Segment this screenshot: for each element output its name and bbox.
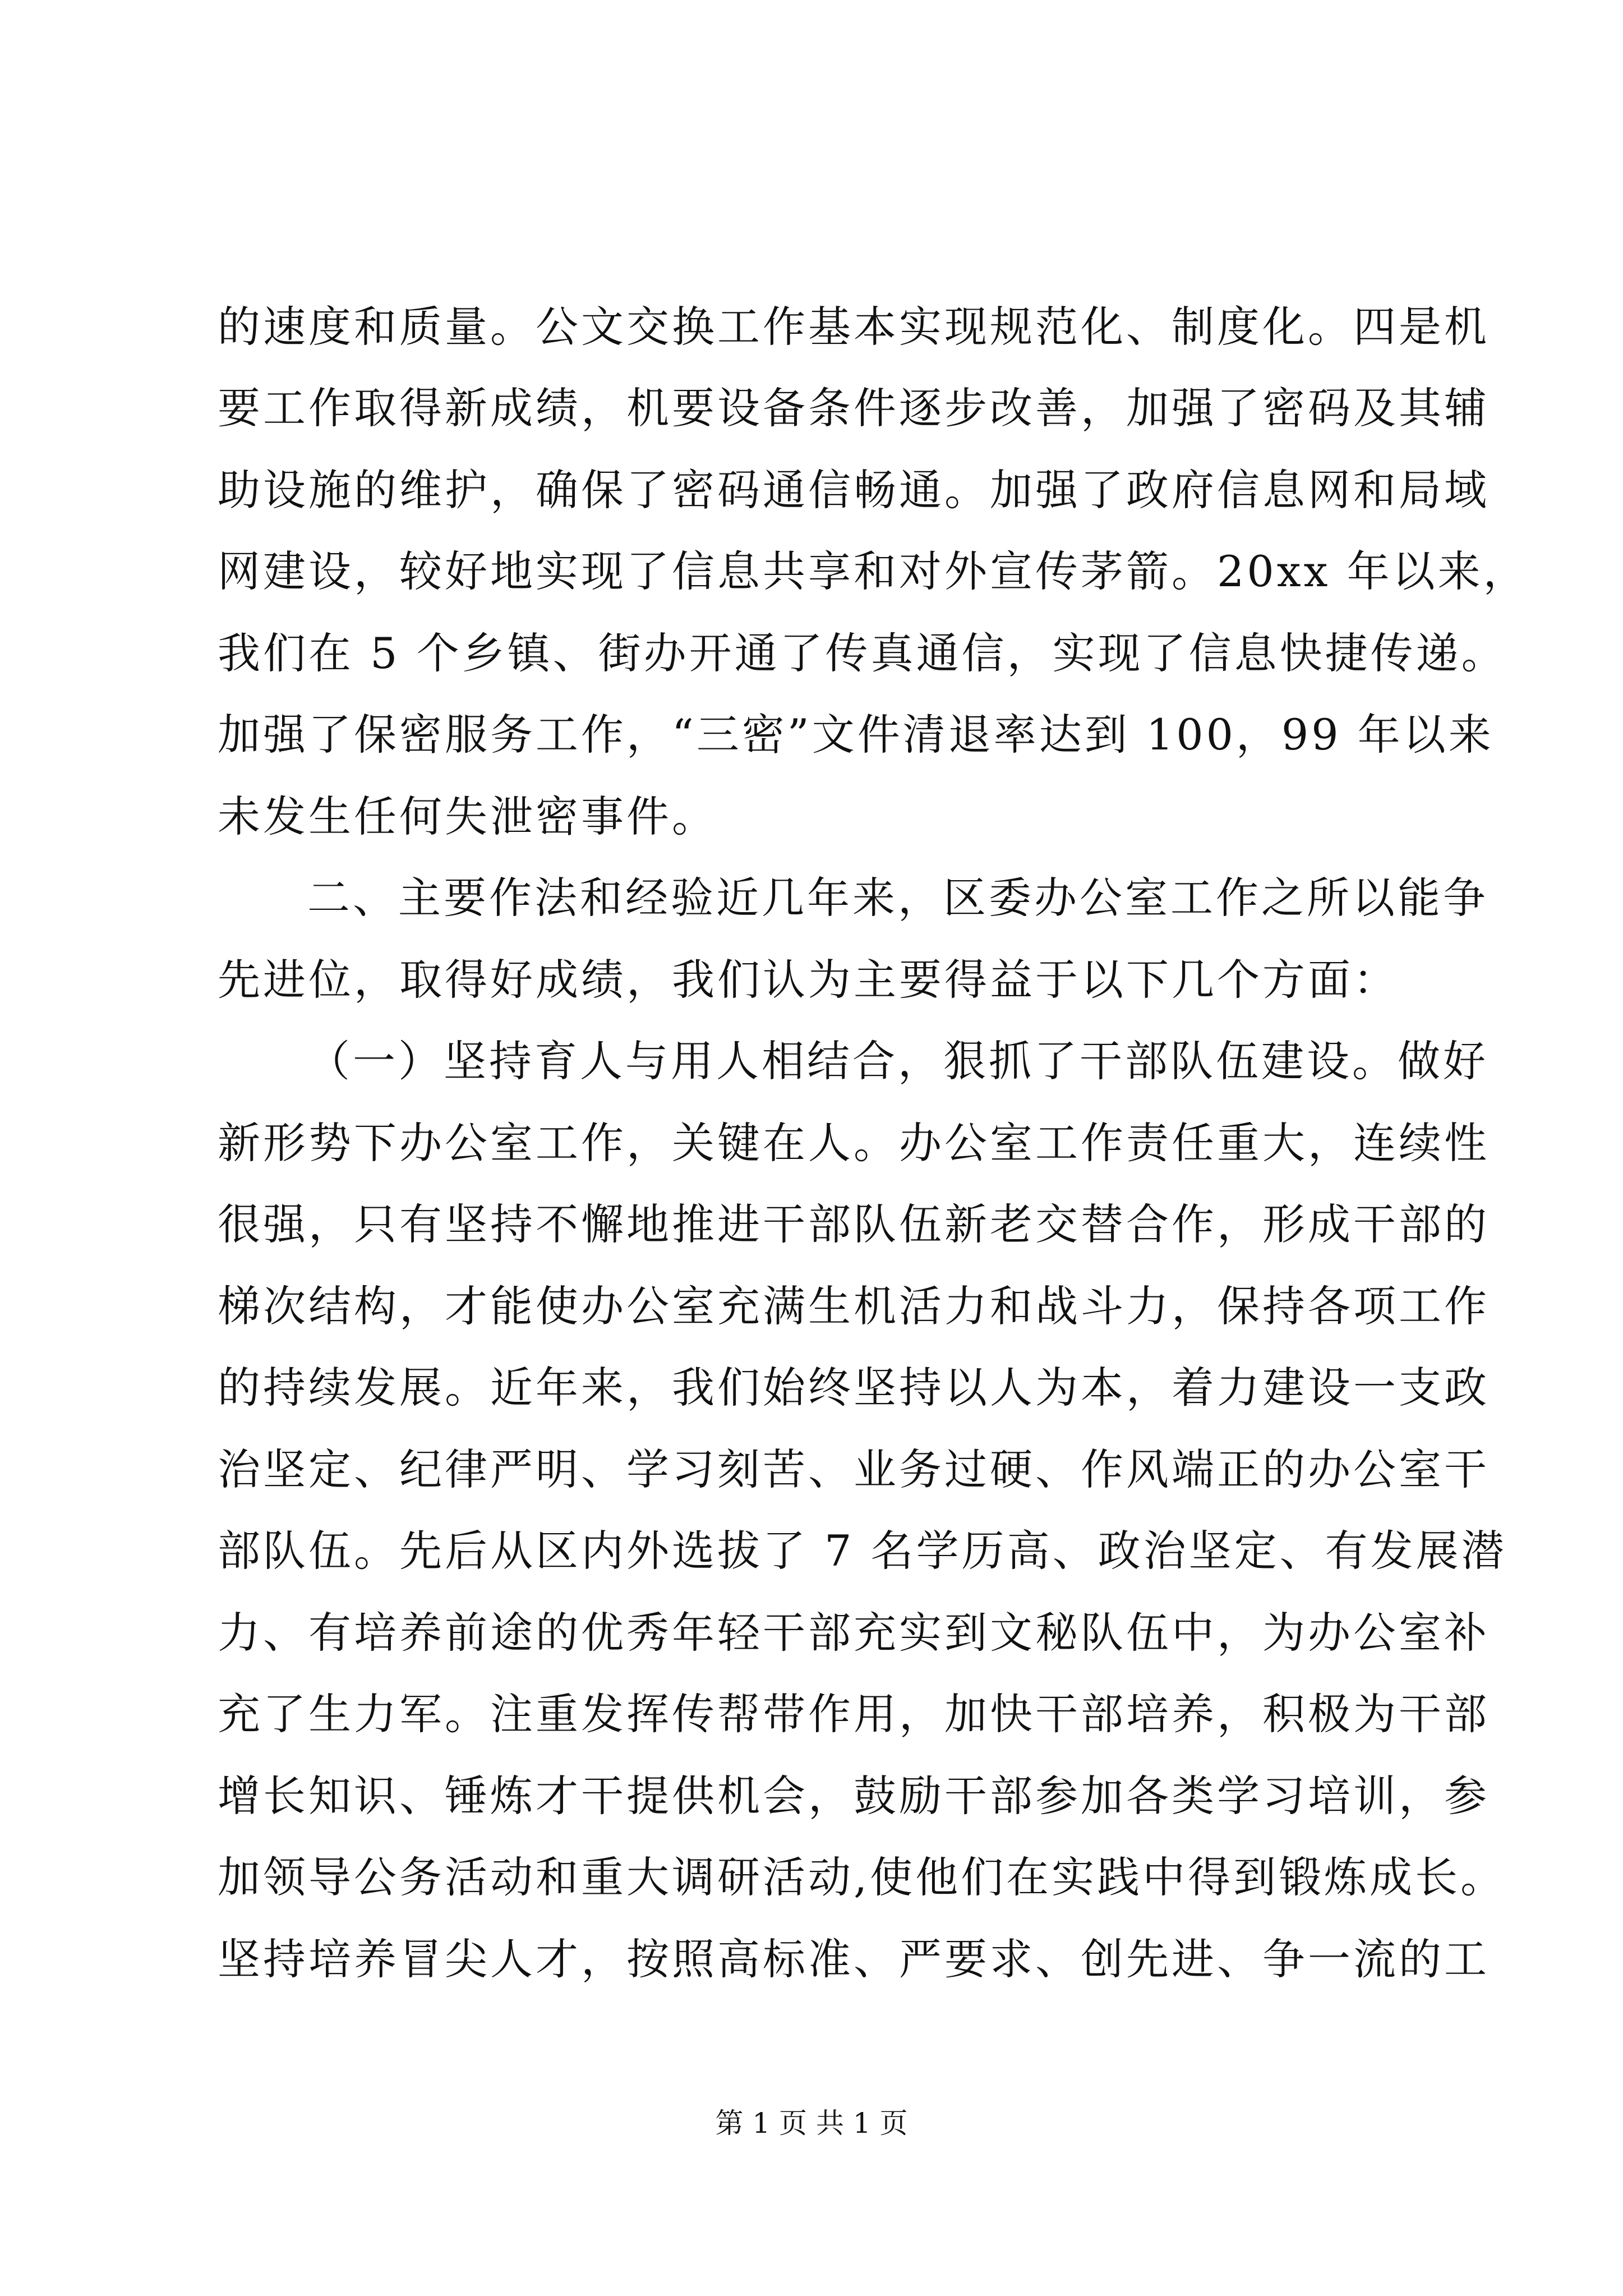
text-line: 增长知识、锤炼才干提供机会，鼓励干部参加各类学习培训，参 — [218, 1771, 1490, 1821]
text-line: 加强了保密服务工作，“三密”文件清退率达到 100，99 年以来 — [218, 710, 1494, 760]
text-line: 网建设，较好地实现了信息共享和对外宣传茅箭。20xx 年以来， — [218, 546, 1529, 596]
text-line: 加领导公务活动和重大调研活动,使他们在实践中得到锻炼成长。 — [218, 1852, 1506, 1902]
text-line: 新形势下办公室工作，关键在人。办公室工作责任重大，连续性 — [218, 1118, 1490, 1168]
text-line: 治坚定、纪律严明、学习刻苦、业务过硬、作风端正的办公室干 — [218, 1444, 1490, 1494]
section-heading: （一）坚持育人与用人相结合，狠抓了干部队伍建设。做好 — [307, 1036, 1488, 1086]
text-line: 充了生力军。注重发挥传帮带作用，加快干部培养，积极为干部 — [218, 1689, 1490, 1739]
text-line: 的速度和质量。公文交换工作基本实现规范化、制度化。四是机 — [218, 302, 1490, 352]
text-line: 未发生任何失泄密事件。 — [218, 792, 717, 841]
text-line: 的持续发展。近年来，我们始终坚持以人为本，着力建设一支政 — [218, 1363, 1490, 1412]
text-line: 力、有培养前途的优秀年轻干部充实到文秘队伍中，为办公室补 — [218, 1608, 1490, 1658]
text-line: 助设施的维护，确保了密码通信畅通。加强了政府信息网和局域 — [218, 465, 1490, 515]
text-line: 我们在 5 个乡镇、街办开通了传真通信，实现了信息快捷传递。 — [218, 628, 1507, 678]
text-line: 坚持培养冒尖人才，按照高标准、严要求、创先进、争一流的工 — [218, 1934, 1490, 1984]
text-line: 很强，只有坚持不懈地推进干部队伍新老交替合作，形成干部的 — [218, 1199, 1490, 1249]
text-line: 要工作取得新成绩，机要设备条件逐步改善，加强了密码及其辅 — [218, 383, 1490, 433]
text-line: 部队伍。先后从区内外选拔了 7 名学历高、政治坚定、有发展潜 — [218, 1526, 1507, 1576]
text-line: 梯次结构，才能使办公室充满生机活力和战斗力，保持各项工作 — [218, 1281, 1490, 1331]
paragraph-heading: 二、主要作法和经验近几年来，区委办公室工作之所以能争 — [307, 873, 1488, 923]
page-number-footer: 第 1 页 共 1 页 — [715, 2107, 908, 2139]
text-line: 先进位，取得好成绩，我们认为主要得益于以下几个方面： — [218, 955, 1399, 1005]
